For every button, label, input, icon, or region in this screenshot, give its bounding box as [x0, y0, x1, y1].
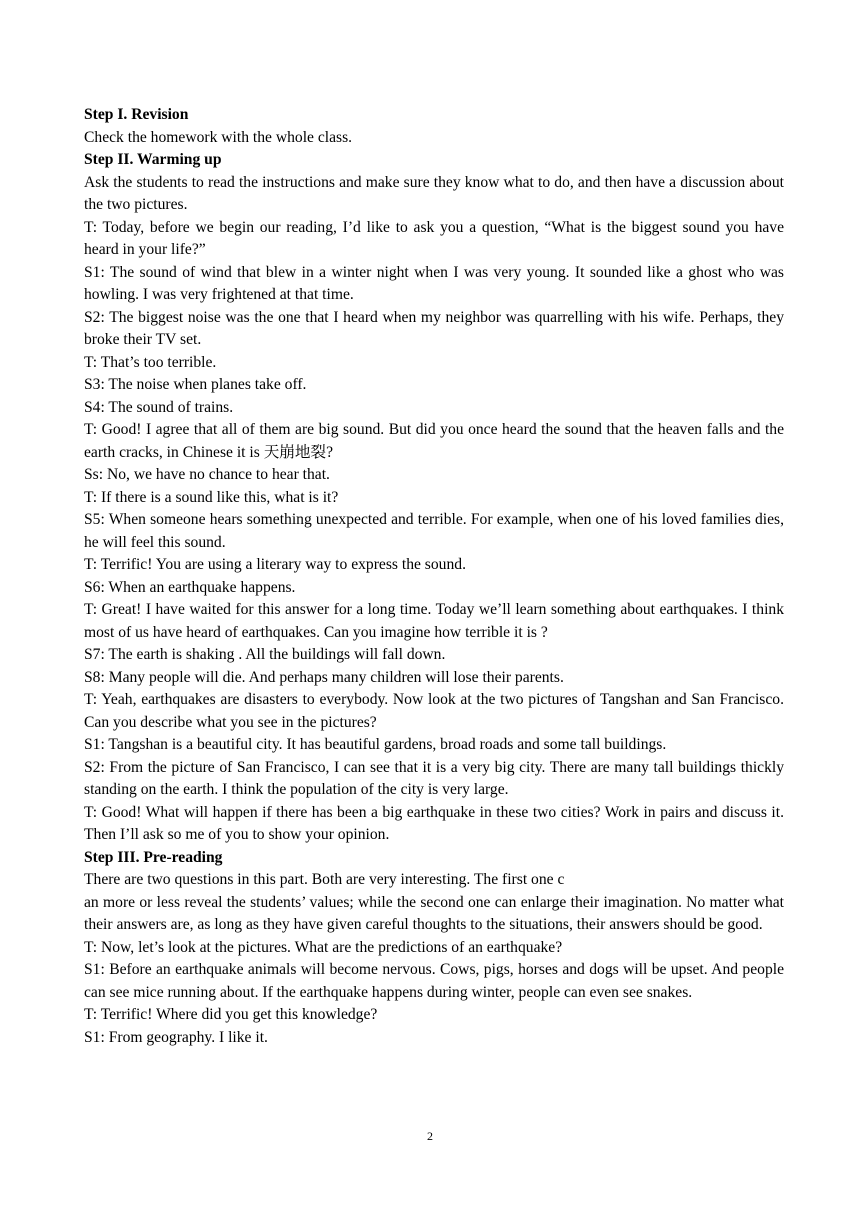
- page-number: 2: [427, 1129, 433, 1143]
- dialogue-line: T: That’s too terrible.: [84, 353, 217, 371]
- dialogue-line: T: Today, before we begin our reading, I’d like to ask you a question, “What is the biggest sound you have heard in your life?”: [84, 218, 784, 258]
- dialogue-line: T: Yeah, earthquakes are disasters to everybody. Now look at the two pictures of Tangshan and San Francisco. Can you describe what you see in the pictures?: [84, 691, 784, 731]
- dialogue-line: T: Terrific! Where did you get this knowledge?: [84, 1006, 378, 1023]
- dialogue-line: T: Good! I agree that all of them are big sound. But did you once heard the sound that the heaven falls and the earth cracks, in Chinese it is 天崩地裂?: [84, 421, 784, 461]
- paragraph: an more or less reveal the students’ values; while the second one can enlarge their imagination. No matter what their answers are, as long as they have given careful thoughts to the situations, their answers should be good.: [84, 893, 784, 933]
- dialogue-line: T: If there is a sound like this, what is it?: [84, 488, 339, 506]
- dialogue-line: S7: The earth is shaking . All the buildings will fall down.: [84, 646, 446, 663]
- dialogue-line: S1: Tangshan is a beautiful city. It has beautiful gardens, broad roads and some tall buildings.: [84, 736, 667, 753]
- dialogue-line: T: Now, let’s look at the pictures. What are the predictions of an earthquake?: [84, 938, 563, 956]
- dialogue-line: S5: When someone hears something unexpected and terrible. For example, when one of his loved families dies, he will feel this sound.: [84, 511, 784, 551]
- dialogue-line: S1: From geography. I like it.: [84, 1028, 268, 1046]
- dialogue-line: S8: Many people will die. And perhaps many children will lose their parents.: [84, 668, 564, 686]
- paragraph: Ask the students to read the instructions and make sure they know what to do, and then have a discussion about the two pictures.: [84, 173, 784, 213]
- dialogue-line: T: Terrific! You are using a literary way to express the sound.: [84, 556, 466, 573]
- document-body: [84, 104, 784, 1049]
- dialogue-line: T: Good! What will happen if there has been a big earthquake in these two cities? Work in pairs and discuss it. Then I’ll ask so me of you to show your opinion.: [84, 803, 784, 843]
- dialogue-line: S6: When an earthquake happens.: [84, 578, 296, 596]
- paragraph: Check the homework with the whole class.: [84, 128, 353, 146]
- step-1-heading: Step I. Revision: [84, 106, 189, 123]
- dialogue-line: S2: From the picture of San Francisco, I can see that it is a very big city. There are many tall buildings thickly standing on the earth. I think the population of the city is very large.: [84, 758, 784, 798]
- dialogue-line: S4: The sound of trains.: [84, 398, 234, 416]
- dialogue-line: T: Great! I have waited for this answer for a long time. Today we’ll learn something about earthquakes. I think most of us have heard of earthquakes. Can you imagine how terrible it is ?: [84, 601, 784, 641]
- dialogue-line: S1: Before an earthquake animals will become nervous. Cows, pigs, horses and dogs will be upset. And people can see mice running about. If the earthquake happens during winter, people can even see snakes.: [84, 961, 784, 1001]
- step-2-heading: Step II. Warming up: [84, 151, 222, 168]
- step-3-heading: Step III. Pre-reading: [84, 848, 223, 866]
- dialogue-line: S1: The sound of wind that blew in a winter night when I was very young. It sounded like a ghost who was howling. I was very frightened at that time.: [84, 263, 784, 303]
- paragraph: There are two questions in this part. Both are very interesting. The first one c: [84, 871, 565, 888]
- dialogue-line: S3: The noise when planes take off.: [84, 376, 307, 393]
- dialogue-line: S2: The biggest noise was the one that I heard when my neighbor was quarrelling with his wife. Perhaps, they broke their TV set.: [84, 308, 784, 348]
- dialogue-line: Ss: No, we have no chance to hear that.: [84, 466, 330, 483]
